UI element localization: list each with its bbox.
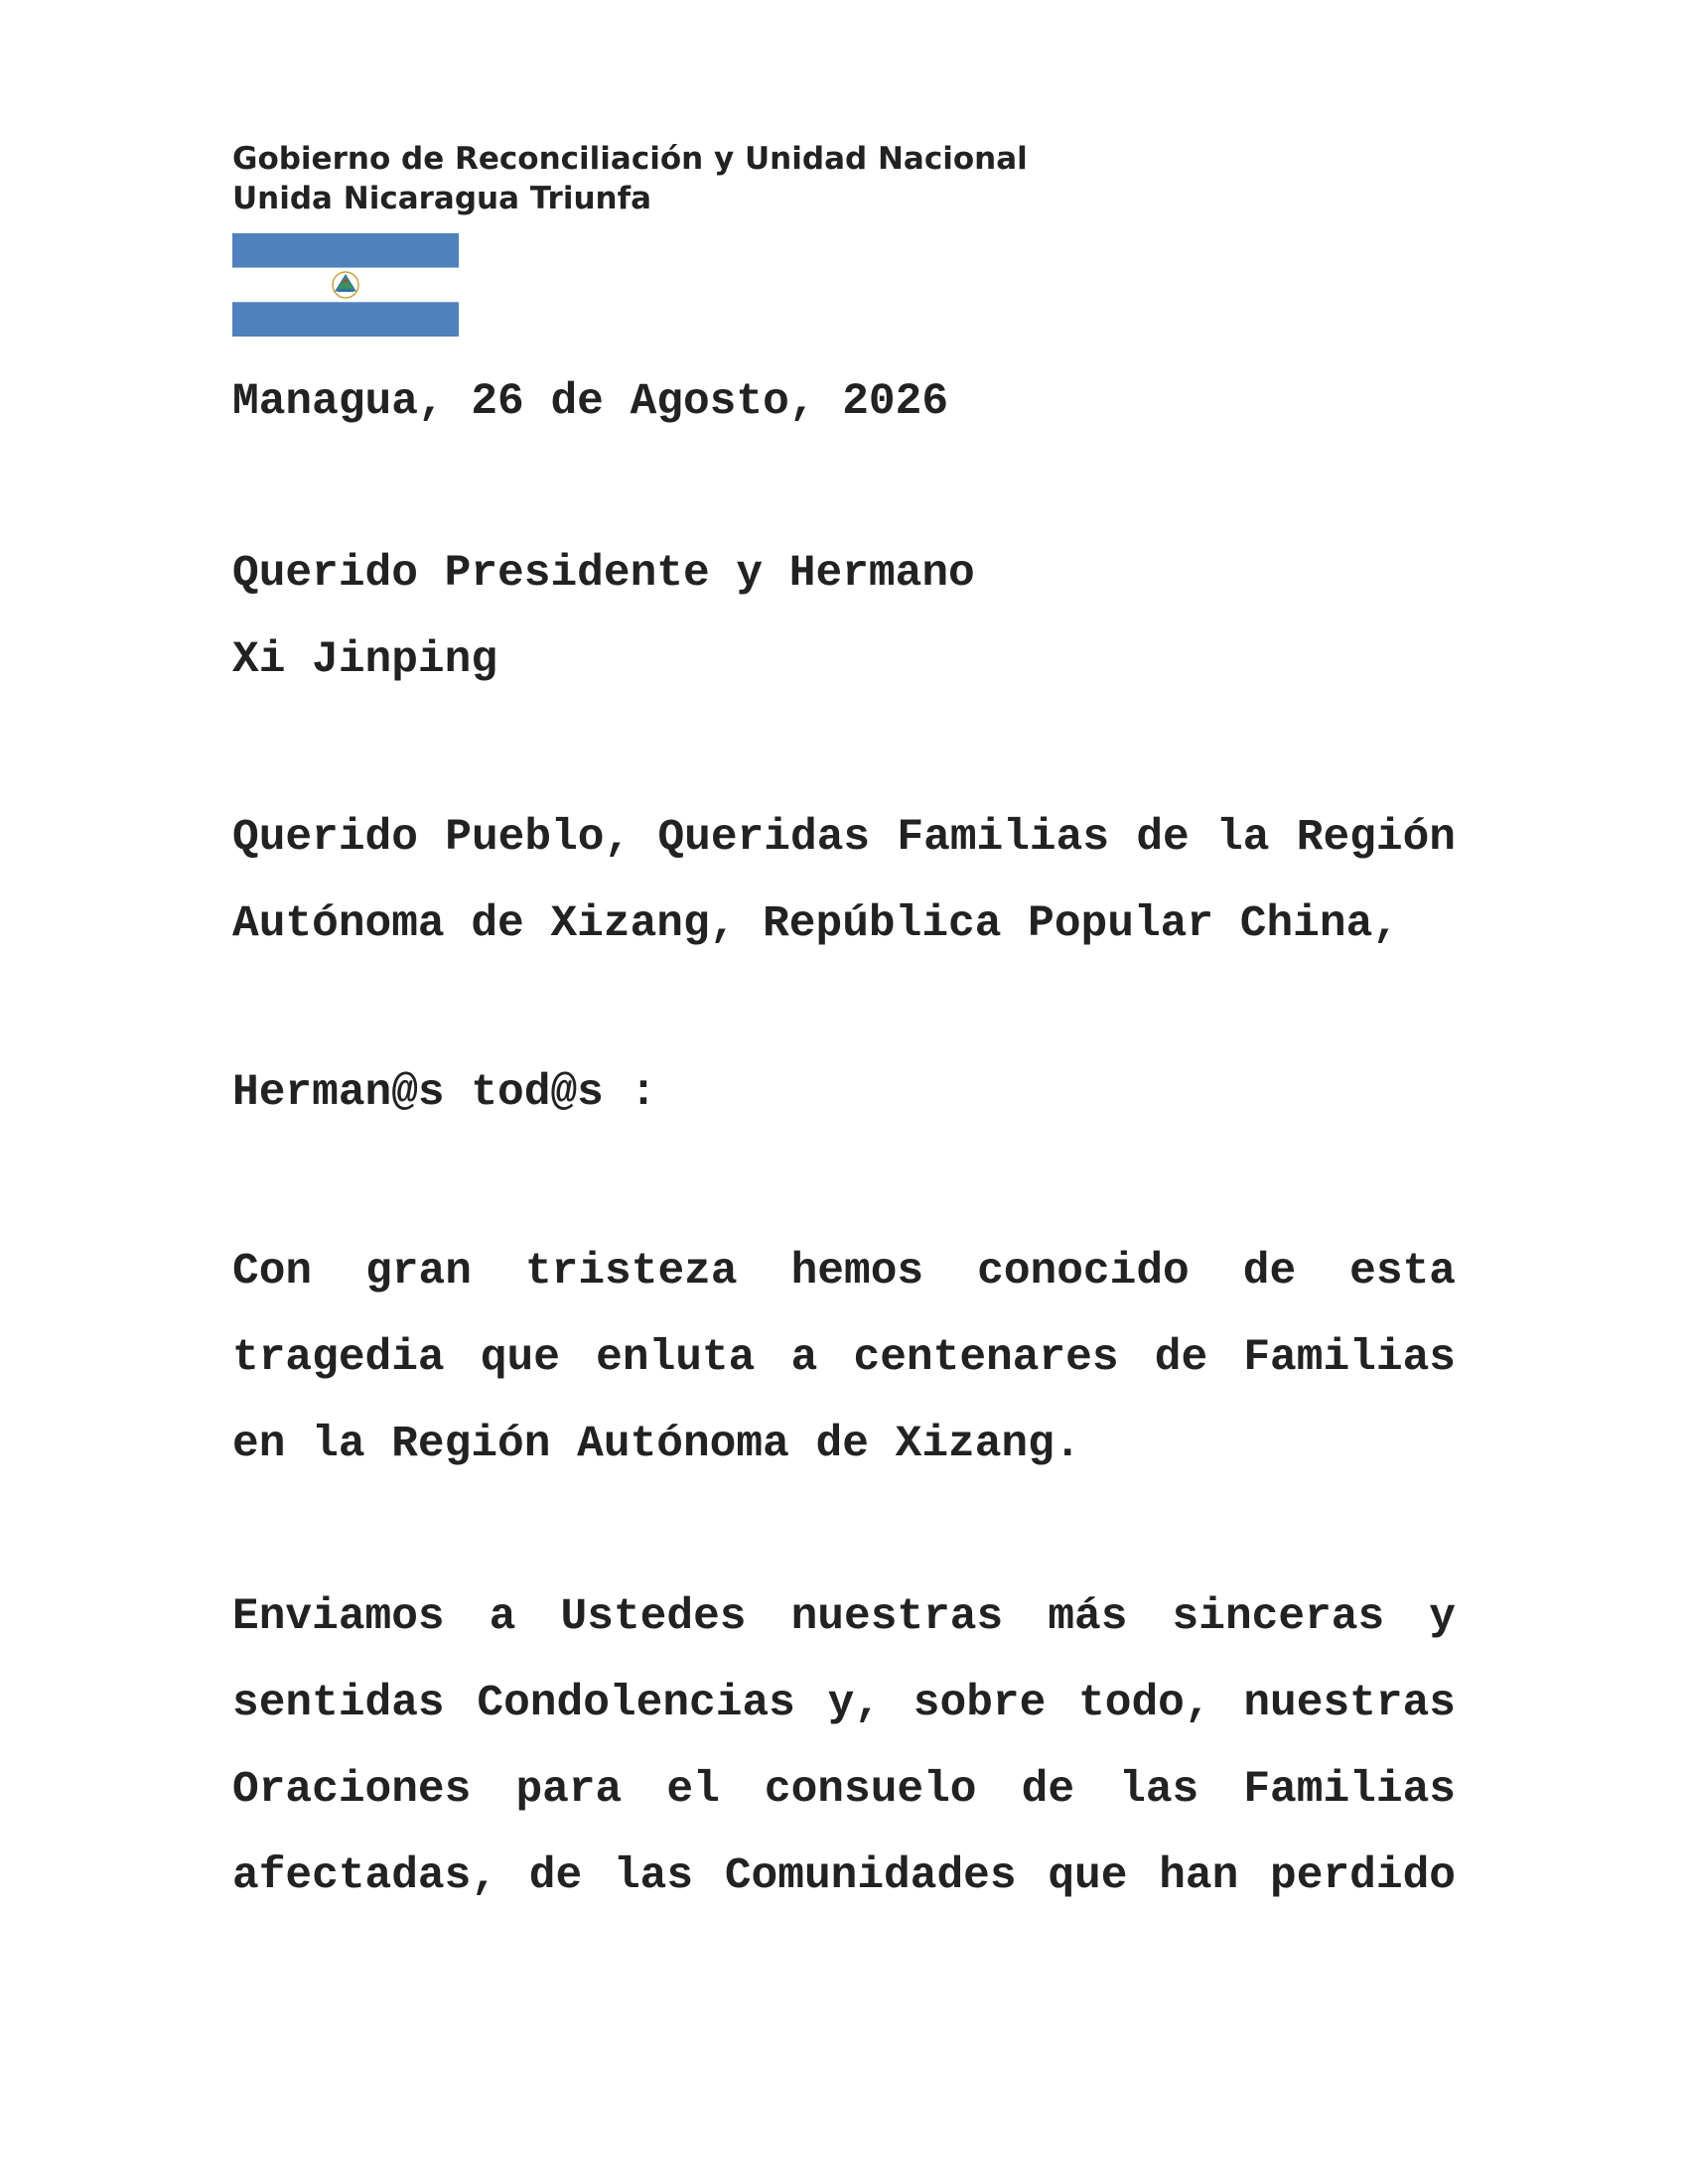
salutation-name: Xi Jinping xyxy=(232,635,498,685)
letter-page xyxy=(232,0,1456,2184)
salutation-title: Querido Presidente y Hermano xyxy=(232,549,975,599)
paragraph-line: en la Región Autónoma de Xizang. xyxy=(232,1420,1081,1469)
address-block xyxy=(232,795,1456,968)
letterhead xyxy=(232,139,1028,218)
paragraph-line: tragedia que enluta a centenares de Familias xyxy=(232,1333,1456,1383)
paragraph-line: Con gran tristeza hemos conocido de esta xyxy=(232,1247,1456,1297)
letter-date: Managua, 26 de Agosto, 2026 xyxy=(232,377,949,427)
paragraph-line: sentidas Condolencias y, sobre todo, nuestras xyxy=(232,1679,1456,1728)
greeting: Herman@s tod@s : xyxy=(232,1068,657,1118)
paragraph-line: Oraciones para el consuelo de las Familias xyxy=(232,1765,1456,1815)
nicaragua-flag xyxy=(232,233,459,337)
paragraph-line: Enviamos a Ustedes nuestras más sinceras y xyxy=(232,1592,1456,1642)
paragraph-1 xyxy=(232,1229,1456,1488)
address-line: Querido Pueblo, Queridas Familias de la Región xyxy=(232,813,1456,863)
letterhead-slogan: Unida Nicaragua Triunfa xyxy=(232,181,652,216)
letterhead-government: Gobierno de Reconciliación y Unidad Nacional xyxy=(232,141,1028,177)
paragraph-line: afectadas, de las Comunidades que han perdido xyxy=(232,1851,1456,1901)
paragraph-2 xyxy=(232,1574,1456,1920)
address-line: Autónoma de Xizang, República Popular China, xyxy=(232,899,1399,949)
